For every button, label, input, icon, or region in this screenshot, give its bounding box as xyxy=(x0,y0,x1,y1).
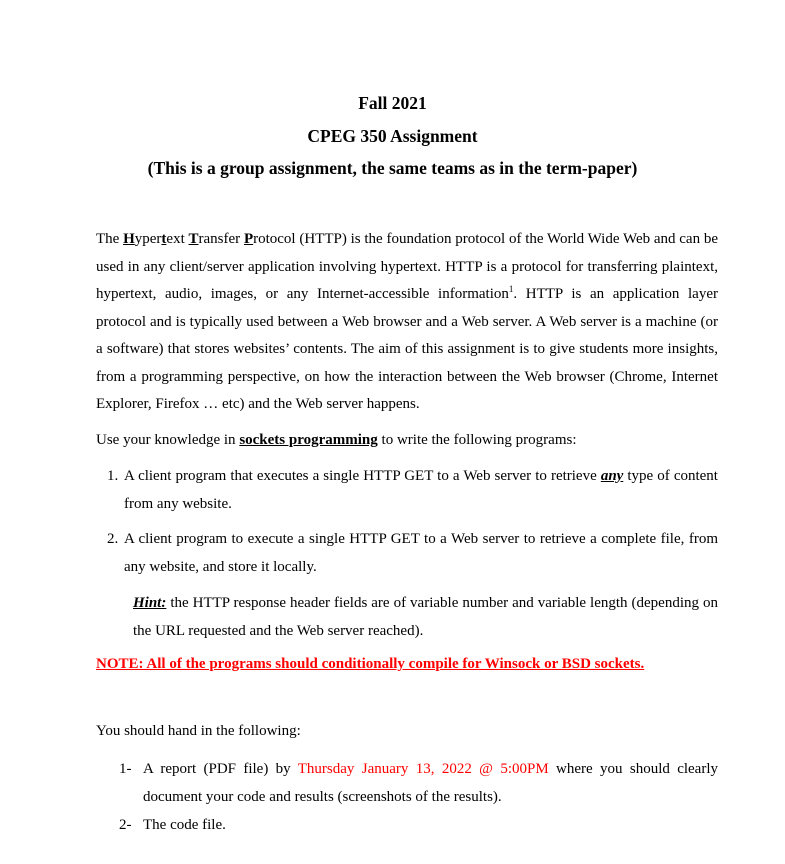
instruction-line xyxy=(96,432,577,449)
intro-text: ransfer xyxy=(198,231,244,247)
handin-2-item: The code file. xyxy=(143,817,226,833)
handin-intro: You should hand in the following: xyxy=(96,723,301,739)
group-subtitle: (This is a group assignment, the same teams as in the term-paper) xyxy=(147,158,638,178)
intro-text: yper xyxy=(134,231,162,247)
handin-1-text: A report (PDF file) by xyxy=(143,761,298,777)
handin-1-item xyxy=(143,756,718,811)
program-1-number: 1. xyxy=(107,468,119,484)
instruction-emphasis: sockets programming xyxy=(239,432,378,448)
instruction-text: Use your knowledge in xyxy=(96,432,240,448)
hint-label: Hint: xyxy=(133,595,167,611)
handin-1-text: where you should clearly document your code and results (screenshots of the results). xyxy=(143,761,719,805)
handin-2-number: 2- xyxy=(119,817,132,833)
program-1-emphasis: any xyxy=(600,468,624,484)
hint-text: the HTTP response header fields are of variable number and variable length (depending on the URL requested and the Web server reached). xyxy=(133,595,718,639)
intro-text: rotocol (HTTP) is the foundation protocol of the World Wide Web and can be used in any client/server application involving hypertext. HTTP is a protocol for transferring plaintext, hypertext, audio, images, or any Internet-accessible information xyxy=(96,231,719,302)
course-heading: CPEG 350 Assignment xyxy=(307,126,478,146)
intro-acronym-h: H xyxy=(123,231,135,247)
intro-lead: The xyxy=(96,231,124,247)
intro-text: ext xyxy=(166,231,189,247)
footnote-marker: 1 xyxy=(508,284,514,294)
intro-text: . HTTP is an application layer protocol and is typically used between a Web browser and a Web server. A Web server is a machine (or a software) that stores websites’ contents. The aim of this assignment is to give students more insights, from a programming perspective, on how the interaction between the Web browser (Chrome, Internet Explorer, Firefox … etc) and the Web server happens. xyxy=(96,286,718,412)
program-2-item: A client program to execute a single HTTP GET to a Web server to retrieve a complete file, from any website, and store it locally. xyxy=(124,531,718,575)
intro-acronym-p: P xyxy=(243,231,254,247)
program-1-text: A client program that executes a single HTTP GET to a Web server to retrieve xyxy=(124,468,601,484)
intro-acronym-t2: T xyxy=(188,231,199,247)
deadline-text: Thursday January 13, 2022 @ 5:00PM xyxy=(297,761,549,777)
handin-1-number: 1- xyxy=(119,761,132,777)
compile-note: NOTE: All of the programs should conditionally compile for Winsock or BSD sockets. xyxy=(96,656,645,672)
program-1-text: type of content from any website. xyxy=(124,468,718,512)
intro-acronym-t: t xyxy=(161,231,167,247)
term-heading: Fall 2021 xyxy=(358,93,427,113)
intro-paragraph xyxy=(96,226,718,419)
instruction-text: to write the following programs: xyxy=(377,432,577,448)
program-2-number: 2. xyxy=(107,531,119,547)
hint-paragraph xyxy=(133,590,718,645)
program-1-item xyxy=(124,463,718,518)
